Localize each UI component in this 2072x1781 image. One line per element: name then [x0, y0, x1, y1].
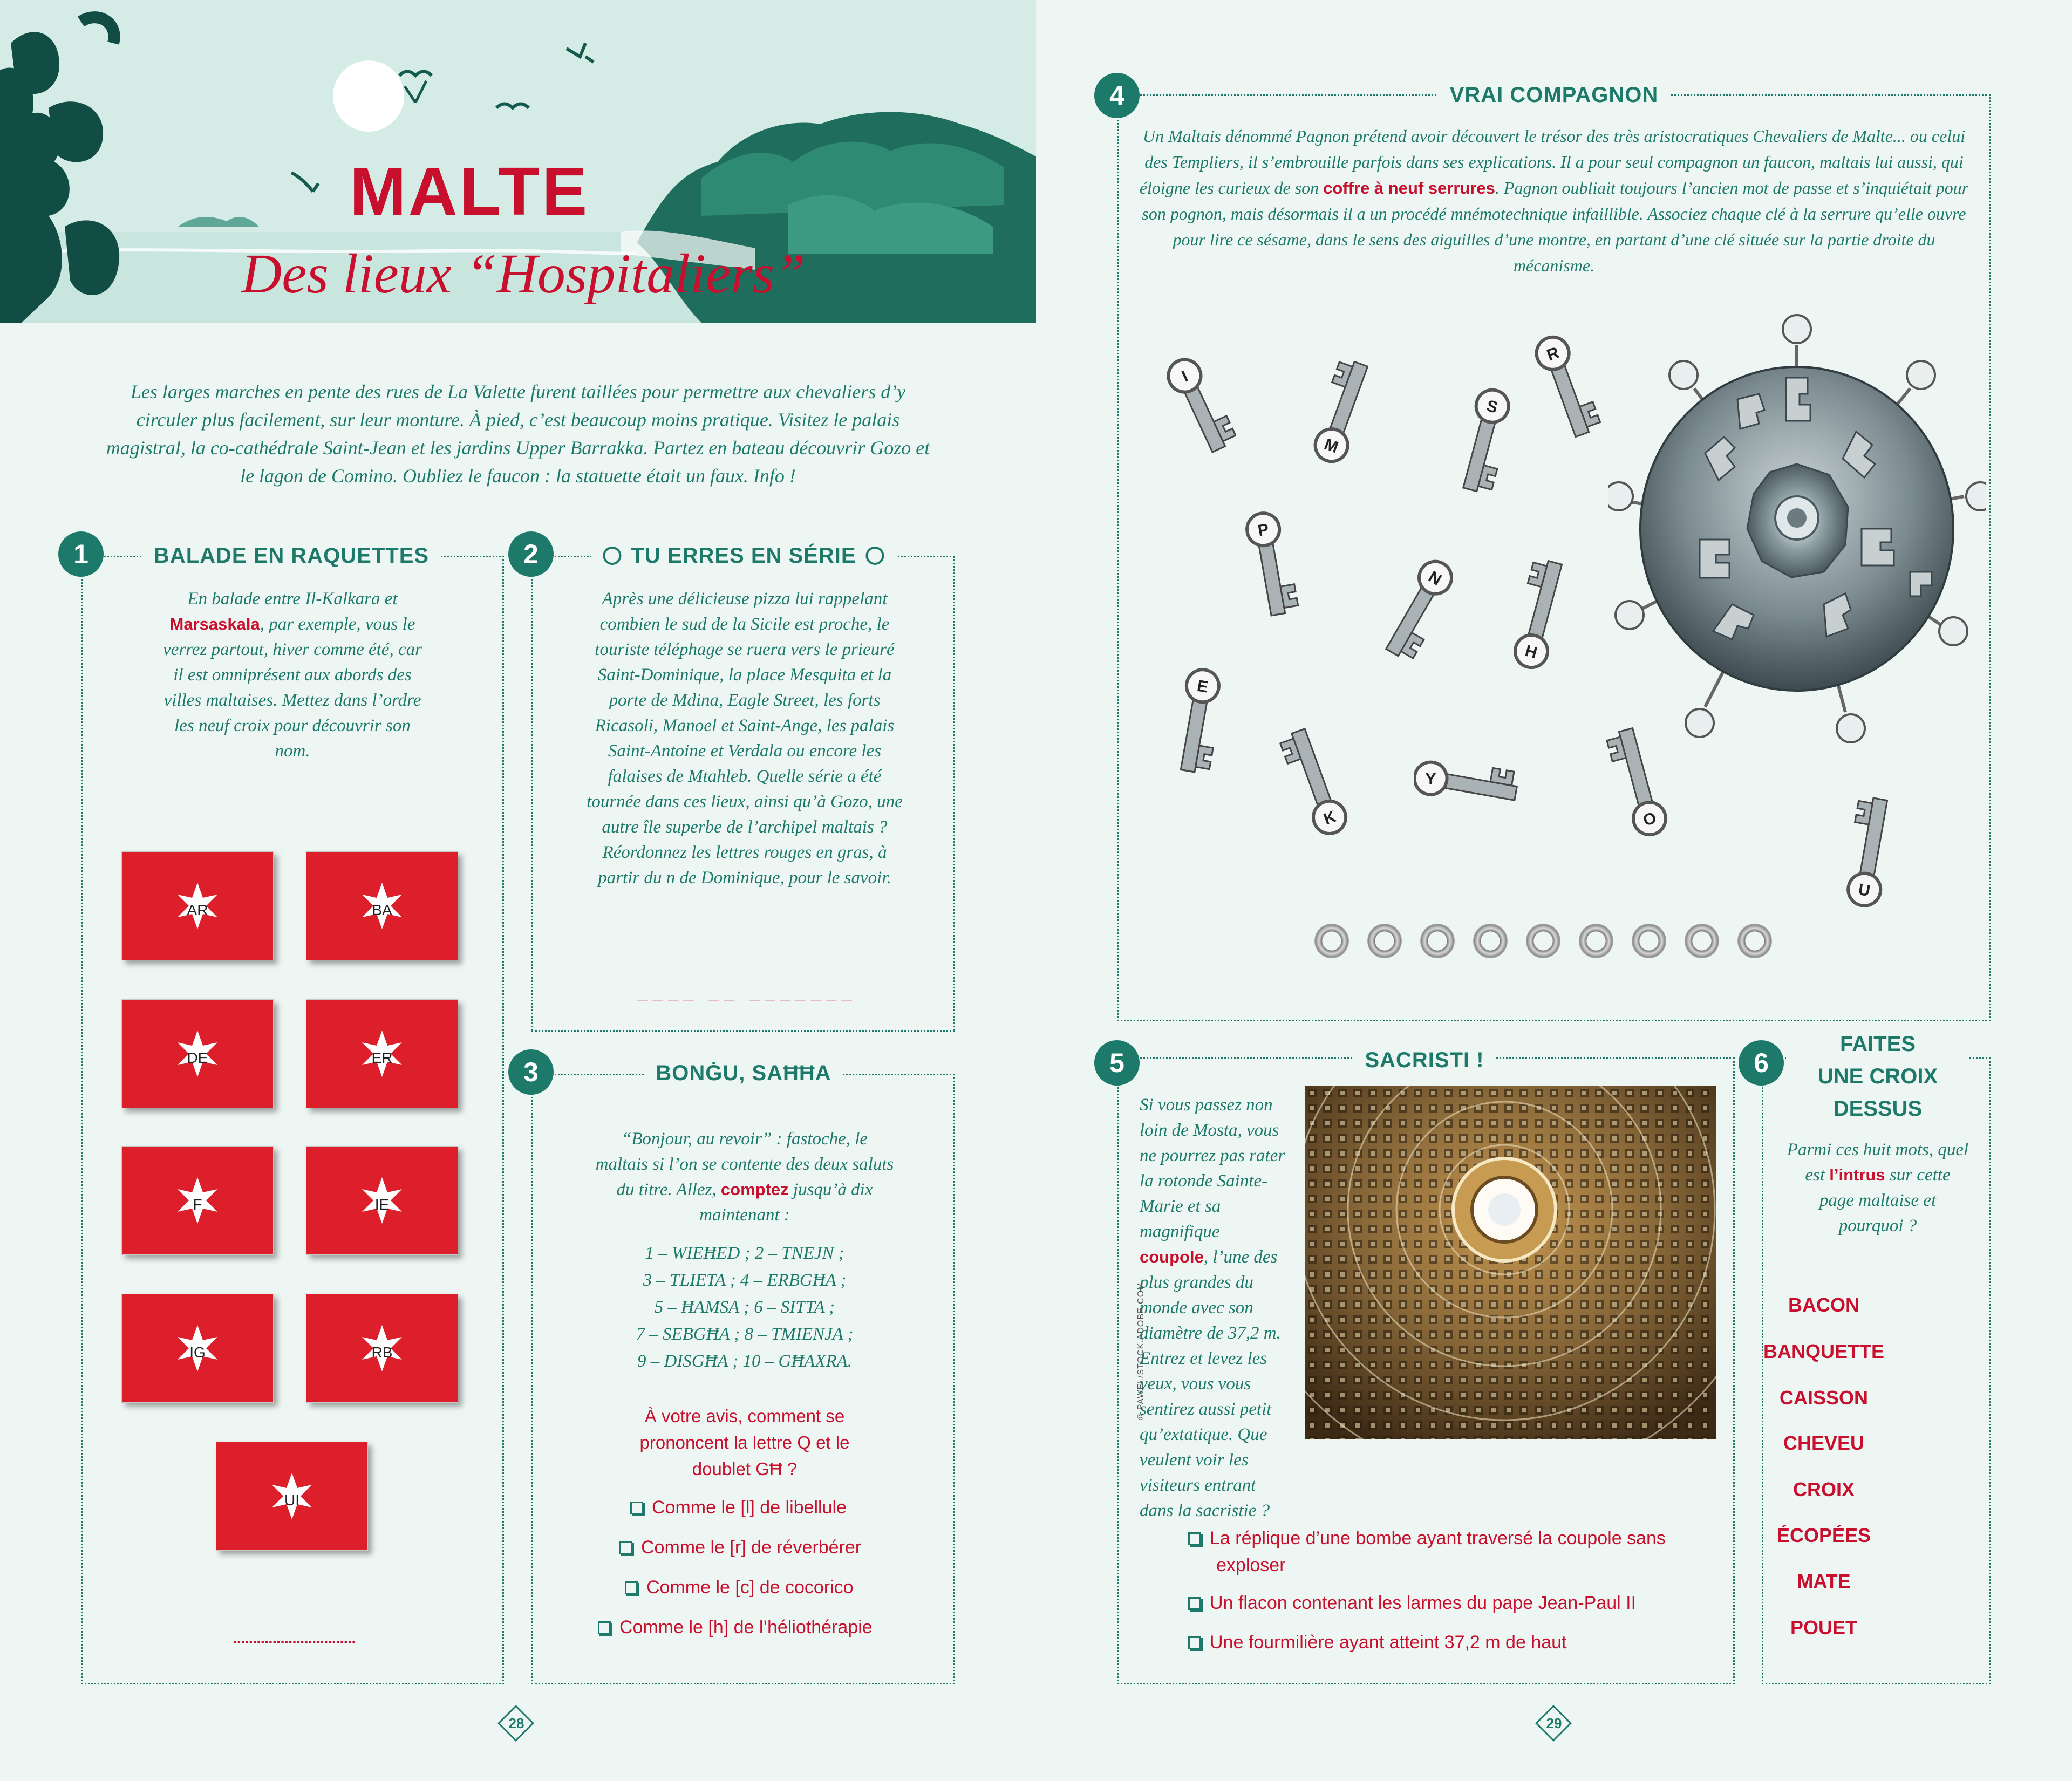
flag-label: DE: [187, 1049, 208, 1066]
answer-ring[interactable]: [1367, 924, 1402, 958]
number-line: 3 – TLIETA ; 4 – ERBGĦA ;: [643, 1271, 847, 1290]
word-item[interactable]: BANQUETTE: [1763, 1340, 1884, 1362]
option-label: Comme le [h] de l’héliothérapie: [619, 1617, 873, 1637]
page-number-text: 28: [508, 1715, 524, 1731]
option-label: La réplique d’une bombe ayant traversé la coupole sans exploser: [1210, 1528, 1666, 1575]
answer-ring[interactable]: [1579, 924, 1613, 958]
puzzle5-text: [1140, 1093, 1291, 1524]
flag-label: IG: [189, 1344, 206, 1361]
puzzle2-title-wrap: [591, 544, 896, 568]
puzzle6-title-line: DESSUS: [1833, 1097, 1923, 1121]
dome-photo: [1305, 1086, 1716, 1439]
checkbox-icon[interactable]: [619, 1541, 632, 1554]
number-line: 1 – WIEĦED ; 2 – TNEJN ;: [645, 1244, 844, 1263]
page-title: MALTE: [349, 153, 590, 229]
puzzle6-text-after: sur cette page maltaise et pourquoi ?: [1819, 1165, 1951, 1236]
puzzle3-text-before: “Bonjour, au revoir” : fastoche, le maltais si l’on se contente des deux saluts du titre. Allez,: [595, 1129, 894, 1199]
puzzle5-title: SACRISTI !: [1353, 1048, 1496, 1073]
film-reel-icon: [866, 547, 884, 565]
puzzle2-answer-blanks[interactable]: _ _ _ _ _ _ _ _ _ _ _ _ _: [637, 983, 852, 1004]
puzzle6-number: 6: [1739, 1040, 1784, 1086]
puzzle3-title: BONĠU, SAĦĦA: [644, 1061, 843, 1086]
word-item[interactable]: MATE: [1797, 1570, 1851, 1592]
key[interactable]: [1166, 351, 1236, 469]
answer-ring[interactable]: [1314, 924, 1349, 958]
flag-card[interactable]: [121, 1146, 274, 1255]
puzzle6-text-before: Parmi ces huit mots, quel est: [1787, 1140, 1969, 1185]
key-letter: H: [1523, 642, 1539, 663]
flag-card[interactable]: [306, 999, 458, 1108]
flag-card[interactable]: [121, 851, 274, 960]
lock-mechanism: [1608, 302, 1986, 745]
puzzle4-title: VRAI COMPAGNON: [1438, 83, 1671, 107]
flag-card[interactable]: [306, 1146, 458, 1255]
puzzle2-title: TU ERRES EN SÉRIE: [631, 544, 856, 568]
key[interactable]: [1236, 507, 1306, 637]
option-label: Une fourmilière ayant atteint 37,2 m de haut: [1210, 1632, 1567, 1653]
answer-ring[interactable]: [1685, 924, 1719, 958]
key-letter: Y: [1425, 770, 1436, 788]
puzzle1-number: 1: [58, 531, 104, 577]
puzzle6-title-line: FAITES: [1839, 1032, 1916, 1056]
checkbox-icon[interactable]: [625, 1581, 638, 1594]
key[interactable]: [1505, 540, 1581, 674]
key[interactable]: [1532, 329, 1603, 459]
puzzle4-text: [1139, 123, 1969, 278]
puzzle5-highlight: coupole: [1140, 1247, 1204, 1266]
page-number-right: [1535, 1705, 1573, 1743]
word-item[interactable]: CHEVEU: [1783, 1432, 1865, 1454]
puzzle6-title-line: UNE CROIX: [1817, 1064, 1938, 1088]
puzzle5-option[interactable]: [1188, 1525, 1680, 1579]
puzzle3-option[interactable]: [625, 1577, 854, 1598]
puzzle6-title: [1786, 1028, 1969, 1125]
checkbox-icon[interactable]: [1188, 1532, 1201, 1545]
puzzle4-number: 4: [1094, 73, 1140, 118]
puzzle3-text: [594, 1127, 896, 1228]
word-item[interactable]: ÉCOPÉES: [1776, 1524, 1871, 1546]
answer-ring[interactable]: [1473, 924, 1508, 958]
puzzle1-text-after: , par exemple, vous le verrez partout, hiver comme été, car il est omniprésent aux abords des villes maltaises. Mettez dans l’ordre les neuf croix pour découvrir son nom.: [163, 615, 422, 761]
key[interactable]: [1311, 340, 1381, 469]
word-item[interactable]: BACON: [1788, 1294, 1859, 1316]
answer-ring[interactable]: [1737, 924, 1772, 958]
page-subtitle: Des lieux “Hospitaliers”: [241, 243, 806, 305]
flag-label: BA: [372, 902, 392, 918]
puzzle2-number: 2: [508, 531, 554, 577]
option-label: Comme le [c] de cocorico: [646, 1577, 854, 1598]
key-letter: S: [1484, 397, 1500, 417]
puzzle1-highlight: Marsaskala: [169, 615, 260, 633]
header-illustration: [0, 0, 1036, 323]
page-number-text: 29: [1546, 1715, 1562, 1731]
puzzle5-text-after: , l’une des plus grandes du monde avec son diamètre de 37,2 m. Entrez et levez les yeux, vous vous sentirez aussi petit qu’extatique. Que veulent voir les visiteurs entrant dans la sacristie ?: [1140, 1247, 1281, 1520]
puzzle5-text-before: Si vous passez non loin de Mosta, vous ne pourrez pas rater la rotonde Sainte-Marie et sa magnifique: [1140, 1095, 1285, 1241]
checkbox-icon[interactable]: [1188, 1636, 1201, 1649]
puzzle1-text: [162, 586, 423, 764]
key-letter: E: [1195, 677, 1210, 697]
flag-card[interactable]: [306, 1294, 458, 1403]
key-letter: O: [1641, 809, 1658, 830]
word-item[interactable]: CROIX: [1792, 1478, 1855, 1500]
answer-ring[interactable]: [1526, 924, 1560, 958]
puzzle4-text-after: . Pagnon oubliait toujours l’ancien mot de passe et s’inquiétait pour son pognon, mais désormais il a un procédé mnémotechnique infaillible. Associez chaque clé à la serrure qu’elle ouvre pour lire ce sésame, dans le sens des aiguilles d’une montre, en partant d’une clé située sur la partie droite du mécanisme.: [1142, 178, 1969, 275]
key[interactable]: [1414, 745, 1554, 831]
answer-ring[interactable]: [1632, 924, 1666, 958]
option-label: Comme le [l] de libellule: [652, 1497, 847, 1518]
puzzle4-text-before: Un Maltais dénommé Pagnon prétend avoir découvert le trésor des très aristocratiques Chevaliers de Malte... ou celui des Templiers, il s’embrouille parfois dans ses explications. Il a pour seul compagnon un faucon, maltais lui aussi, qui éloigne les curieux de son: [1139, 126, 1966, 197]
puzzle1-title: BALADE EN RAQUETTES: [142, 544, 441, 568]
flag-label: UI: [284, 1492, 299, 1509]
puzzle1-text-before: En balade entre Il-Kalkara et: [187, 589, 398, 609]
page-number-left: [497, 1705, 535, 1743]
puzzle3-option[interactable]: [598, 1617, 873, 1638]
key-letter: P: [1256, 520, 1271, 540]
answer-ring[interactable]: [1420, 924, 1455, 958]
puzzle3-highlight: comptez: [720, 1180, 789, 1199]
key-letter: I: [1179, 367, 1191, 386]
key-letter: R: [1544, 344, 1562, 365]
puzzle1-answer-line[interactable]: ...............................: [233, 1629, 356, 1647]
puzzle2-text: Après une délicieuse pizza lui rappelant combien le sud de la Sicile est proche, le touriste téléphage se ruera vers le prieuré Saint-Dominique, la place Mesquita et la porte de Mdina, Eagle Street, les forts Ricasoli, Manoel et Saint-Ange, les palais Saint-Antoine et Verdala ou encore les falaises de Mtahleb. Quelle série a été tournée dans ces lieux, ainsi qu’à Gozo, une autre île superbe de l’archipel maltais ? Réordonnez les lettres rouges en gras, à partir du n de Dominique, pour le savoir.: [587, 589, 903, 888]
puzzle3-question: À votre avis, comment se prononcent la lettre Q et le doublet GĦ ?: [639, 1406, 850, 1479]
checkbox-icon[interactable]: [598, 1621, 611, 1634]
flag-card[interactable]: [121, 999, 274, 1108]
puzzle5-number: 5: [1094, 1040, 1140, 1086]
puzzle3-number: 3: [508, 1049, 554, 1095]
key[interactable]: [1835, 777, 1910, 912]
flag-label: RB: [371, 1344, 393, 1361]
puzzle3-option[interactable]: [630, 1497, 847, 1518]
puzzle6-text: [1786, 1137, 1969, 1239]
puzzle6-highlight: l’intrus: [1829, 1165, 1885, 1184]
option-label: Un flacon contenant les larmes du pape Jean-Paul II: [1210, 1593, 1637, 1613]
key-letter: K: [1321, 808, 1339, 829]
number-line: 7 – SEBGĦA ; 8 – TMIENJA ;: [636, 1325, 854, 1344]
puzzle4-highlight: coffre à neuf serrures: [1323, 179, 1495, 197]
flag-label: IE: [374, 1196, 390, 1213]
flag-label: ER: [371, 1049, 393, 1066]
puzzle5-option[interactable]: [1188, 1593, 1636, 1614]
photo-credit: © PAWEL/STOCK.ADOBE.COM: [1136, 1282, 1146, 1420]
flag-label: AR: [187, 902, 208, 918]
flag-label: F: [193, 1196, 202, 1213]
puzzle3-numbers: [572, 1240, 917, 1375]
key-letter: N: [1425, 568, 1444, 589]
intro-text: Les larges marches en pente des rues de La Valette furent taillées pour permettre aux chevaliers d’y circuler plus facilement, sur leur monture. À pied, c’est beaucoup moins pratique. Visitez le palais magistral, la co-cathédrale Saint-Jean et les jardins Upper Barrakka. Partez en bateau découvrir Gozo et le lagon de Comino. Oubliez le faucon : la statuette était un faux. Info !: [106, 381, 930, 487]
puzzle3-option[interactable]: [619, 1537, 861, 1558]
flag-card[interactable]: [306, 851, 458, 960]
key[interactable]: [1160, 664, 1230, 793]
puzzle5-option[interactable]: [1188, 1632, 1567, 1653]
checkbox-icon[interactable]: [1188, 1597, 1201, 1610]
key[interactable]: [1446, 383, 1516, 513]
puzzle3-text-after: jusqu’à dix maintenant :: [699, 1180, 873, 1225]
number-line: 9 – DISGĦA ; 10 – GĦAXRA.: [637, 1352, 853, 1371]
key[interactable]: [1371, 550, 1457, 680]
key-letter: U: [1857, 881, 1872, 900]
key[interactable]: [1279, 707, 1349, 842]
key-letter: M: [1321, 435, 1341, 457]
word-item[interactable]: CAISSON: [1779, 1387, 1869, 1409]
checkbox-icon[interactable]: [630, 1502, 643, 1514]
word-item[interactable]: POUET: [1790, 1616, 1857, 1639]
number-line: 5 – ĦAMSA ; 6 – SITTA ;: [654, 1298, 835, 1317]
flag-card[interactable]: [121, 1294, 274, 1403]
option-label: Comme le [r] de réverbérer: [641, 1537, 862, 1558]
film-reel-icon: [603, 547, 621, 565]
flag-card[interactable]: [216, 1442, 368, 1551]
key[interactable]: [1603, 707, 1673, 842]
